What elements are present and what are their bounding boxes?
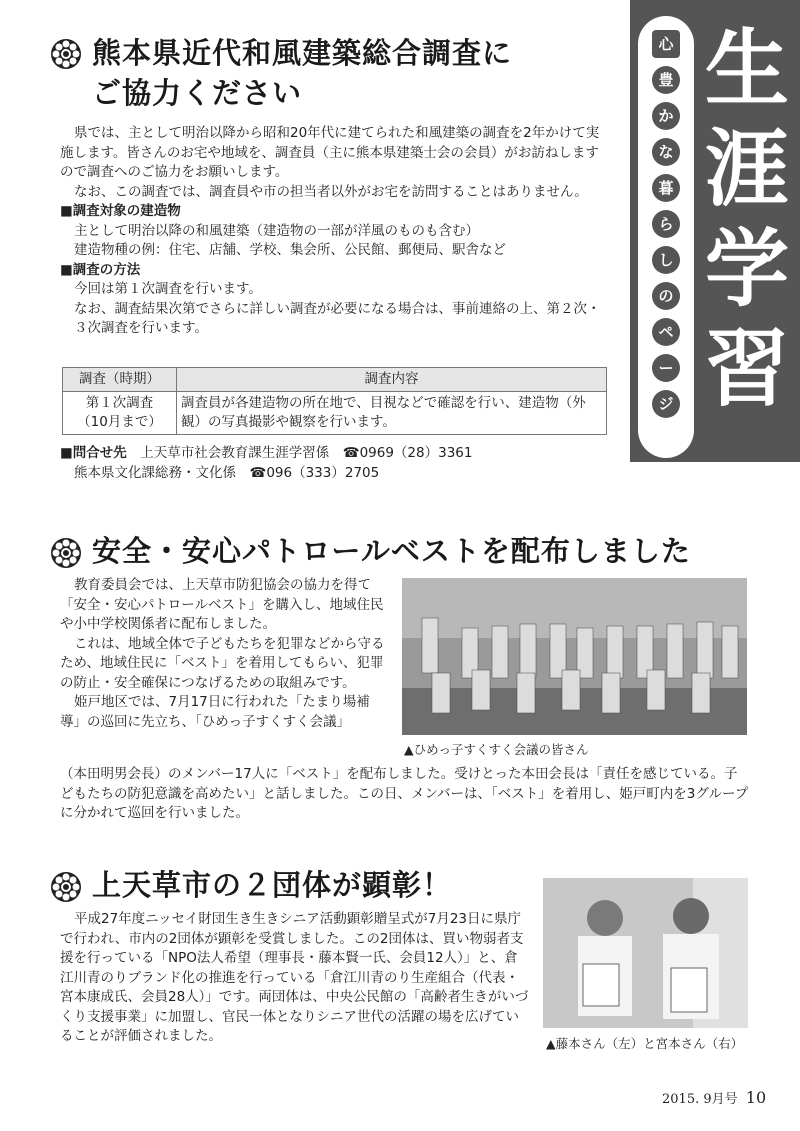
target-text: 主として明治以降の和風建築（建造物の一部が洋風のものも含む） xyxy=(74,222,479,239)
sidebar-small-char: の xyxy=(652,282,680,310)
photo-caption: ▲藤本さん（左）と宮本さん（右） xyxy=(546,1036,744,1051)
table-cell-text: 第１次調査 xyxy=(85,395,154,411)
flower-icon xyxy=(50,38,82,70)
section2-paragraph: 教育委員会では、上天草市防犯協会の協力を得て「安全・安心パトロールベスト」を購入し、地域住民や小中学校関係者に配布しました。 xyxy=(60,577,384,632)
target-text: 建造物種の例：住宅、店舗、学校、集会所、公民館、郵便局、駅舎など xyxy=(74,242,506,258)
sidebar-big-char: 学 xyxy=(704,220,789,318)
section3-title: 上天草市の２団体が顕彰！ xyxy=(92,868,453,902)
section3-paragraph: 平成27年度ニッセイ財団生き生きシニア活動顕彰贈呈式が7月23日に県庁で行われ、市内の2団体が顕彰を受賞しました。この2団体は、買い物弱者支援を行っている「NPO法人希望（理事長・藤本賢一氏、会員12人）」と、倉江川青のりブランド化の推進を行っている「倉江川青のり生産組合（代表・宮本康成氏、会員28人）」です。両団体は、中央公民館の「高齢者生きがいづくり支援事業」に加盟し、官民一体となりシニア世代の活躍の場を広げていることが評価されました。 xyxy=(60,911,529,1044)
sidebar-big-char: 生 xyxy=(704,20,789,118)
table-cell-text: （10月まで） xyxy=(77,414,162,430)
survey-table xyxy=(62,367,607,435)
sidebar-big-char: 涯 xyxy=(704,120,789,218)
contact-block xyxy=(60,444,620,483)
section2-paragraph: （本田明男会長）のメンバー17人に「ベスト」を配布しました。受けとった本田会長は「責任を感じている。子どもたちの防犯意識を高めたい」と話しました。この日、メンバーは、「ベスト」を着用し、姫戸町内を3グループに分かれて巡回を行いました。 xyxy=(60,766,749,821)
flower-icon xyxy=(50,871,82,903)
page-number: 10 xyxy=(745,1088,767,1107)
award-photo-image xyxy=(543,878,748,1028)
section2-paragraph: 姫戸地区では、7月17日に行われた「たまり場補導」の巡回に先立ち、「ひめっ子すくすく会議」 xyxy=(60,694,370,730)
patrol-group-photo xyxy=(402,578,747,735)
contact-label: ■問合せ先 xyxy=(60,445,127,461)
section1-body xyxy=(60,124,610,339)
sidebar-banner xyxy=(630,0,800,462)
issue-label: 2015. 9月号 xyxy=(662,1092,738,1107)
sidebar-small-char: か xyxy=(652,102,680,130)
table-row xyxy=(63,392,607,435)
sidebar-small-char: 心 xyxy=(652,30,680,58)
footer xyxy=(662,1088,766,1107)
sidebar-small-char: し xyxy=(652,246,680,274)
sidebar-small-char: ペ xyxy=(652,318,680,346)
section2-body-wide xyxy=(60,765,750,824)
photo-caption: ▲ひめっ子すくすく会議の皆さん xyxy=(404,742,589,757)
contact-text: 上天草市社会教育課生涯学習係 ☎0969（28）3361 xyxy=(140,445,473,461)
method-text: なお、調査結果次第でさらに詳しい調査が必要になる場合は、事前連絡の上、第２次・３次調査を行います。 xyxy=(74,300,601,336)
section2-title: 安全・安心パトロールベストを配布しました xyxy=(92,534,691,568)
sidebar-small-char: ら xyxy=(652,210,680,238)
table-cell: 調査員が各建造物の所在地で、目視などで確認を行い、建造物（外観）の写真撮影や観察を行います。 xyxy=(177,392,607,435)
target-heading: ■調査対象の建造物 xyxy=(60,203,181,219)
section1-paragraph: なお、この調査では、調査員や市の担当者以外がお宅を訪問することはありません。 xyxy=(74,183,588,200)
section2-body xyxy=(60,576,388,732)
method-text: 今回は第１次調査を行います。 xyxy=(74,281,262,297)
table-cell xyxy=(63,392,177,435)
section1-title-line2: ご協力ください xyxy=(92,76,303,110)
flower-icon xyxy=(50,537,82,569)
sidebar-small-char: ジ xyxy=(652,390,680,418)
award-photo xyxy=(543,878,748,1028)
section1-paragraph: 県では、主として明治以降から昭和20年代に建てられた和風建築の調査を2年かけて実施します。皆さんのお宅や地域を、調査員（主に熊本県建築士会の会員）がお訪ねしますので調査へのご協力をお願いします。 xyxy=(60,125,600,180)
sidebar-small-char: 豊 xyxy=(652,66,680,94)
section2-paragraph: これは、地域全体で子どもたちを犯罪などから守るため、地域住民に「ベスト」を着用してもらい、犯罪の防止・安全確保につなげるための取組みです。 xyxy=(60,635,385,691)
contact-text: 熊本県文化課総務・文化係 ☎096（333）2705 xyxy=(74,464,380,481)
table-header: 調査内容 xyxy=(177,368,607,392)
method-heading: ■調査の方法 xyxy=(60,261,141,278)
section1-title-line1: 熊本県近代和風建築総合調査に xyxy=(92,36,513,70)
sidebar-small-char: な xyxy=(652,138,680,166)
section3-body xyxy=(60,910,530,1047)
table-header: 調査（時期） xyxy=(63,368,177,392)
group-photo-image xyxy=(402,578,747,735)
sidebar-small-char: ー xyxy=(652,354,680,382)
sidebar-big-char: 習 xyxy=(704,320,789,418)
sidebar-small-char: 暮 xyxy=(652,174,680,202)
